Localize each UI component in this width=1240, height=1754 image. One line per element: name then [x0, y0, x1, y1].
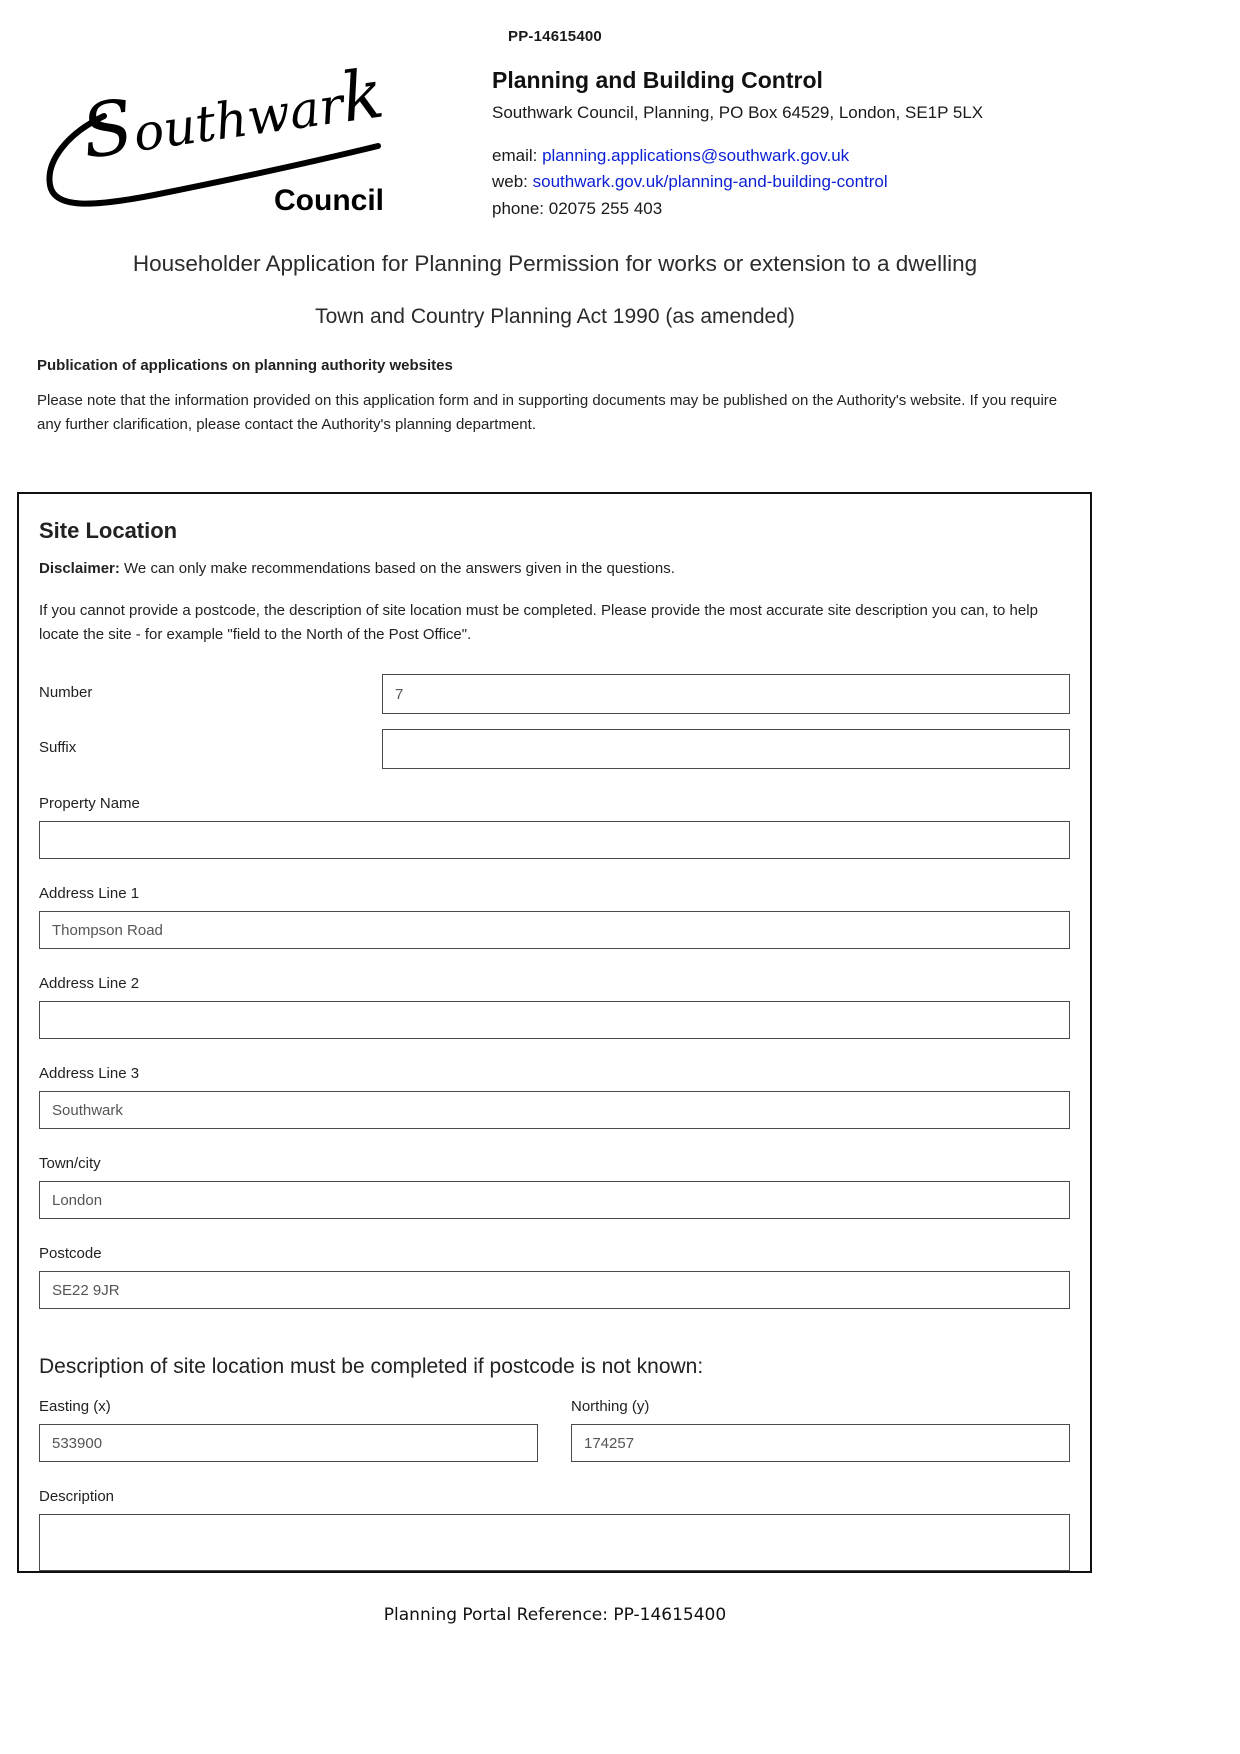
planning-portal-reference: Planning Portal Reference: PP-14615400	[383, 1605, 727, 1626]
publication-notice	[37, 357, 1059, 438]
town-city-field	[39, 1155, 1070, 1219]
number-input[interactable]	[382, 674, 1070, 714]
phone-label: phone:	[492, 198, 549, 218]
northing-field	[571, 1398, 1070, 1462]
address-line-2-field	[39, 975, 1070, 1039]
disclaimer-label: Disclaimer:	[39, 559, 120, 577]
address-line-3-label: Address Line 3	[39, 1065, 140, 1083]
address-line-1-input[interactable]	[39, 911, 1070, 949]
southwark-logo-icon	[42, 54, 397, 226]
postcode-instructions: If you cannot provide a postcode, the description of site location must be completed. Please provide the most accurate site description you can, to help locate the site - for example "field to the North of the Post Office".	[39, 601, 1038, 644]
coordinates-row	[39, 1398, 1070, 1462]
suffix-input[interactable]	[382, 729, 1070, 769]
number-row	[39, 674, 1070, 714]
description-input[interactable]	[39, 1514, 1070, 1571]
address-line-1-label: Address Line 1	[39, 885, 140, 903]
publication-heading: Publication of applications on planning authority websites	[37, 357, 453, 374]
form-subtitle: Town and Country Planning Act 1990 (as amended)	[315, 305, 795, 328]
address-line-3-field	[39, 1065, 1070, 1129]
property-name-label: Property Name	[39, 795, 140, 813]
email-label: email:	[492, 146, 543, 165]
northing-label: Northing (y)	[571, 1398, 650, 1416]
web-link[interactable]: southwark.gov.uk/planning-and-building-control	[532, 172, 888, 192]
phone-number: 02075 255 403	[548, 198, 663, 218]
suffix-row	[39, 729, 1070, 769]
postcode-field	[39, 1245, 1070, 1309]
svg-text:Council: Council	[274, 184, 384, 217]
svg-text:Southwark: Southwark	[76, 54, 389, 176]
property-name-input[interactable]	[39, 821, 1070, 859]
site-location-heading: Site Location	[39, 517, 178, 543]
number-label: Number	[39, 684, 93, 702]
web-line	[492, 169, 1110, 195]
northing-input[interactable]	[571, 1424, 1070, 1462]
department-title: Planning and Building Control	[492, 67, 823, 93]
web-label: web:	[492, 172, 533, 192]
town-city-input[interactable]	[39, 1181, 1070, 1219]
email-link[interactable]: planning.applications@southwark.gov.uk	[542, 146, 850, 165]
easting-input[interactable]	[39, 1424, 538, 1462]
easting-field	[39, 1398, 538, 1462]
postcode-input[interactable]	[39, 1271, 1070, 1309]
form-title: Householder Application for Planning Permission for works or extension to a dwelling	[132, 251, 978, 276]
address-line-2-input[interactable]	[39, 1001, 1070, 1039]
email-line	[492, 143, 1110, 169]
town-city-label: Town/city	[39, 1155, 101, 1173]
publication-text: Please note that the information provided on this application form and in supporting documents may be published on the Authority's website. If you require any further clarification, please contact the Authority's planning department.	[37, 392, 1058, 434]
postcode-label: Postcode	[39, 1245, 102, 1263]
site-location-section	[17, 492, 1092, 1574]
southwark-council-logo	[42, 54, 397, 226]
disclaimer	[39, 560, 1070, 577]
application-reference: PP-14615400	[508, 28, 602, 45]
address-line-1-field	[39, 885, 1070, 949]
council-address: Southwark Council, Planning, PO Box 64529, London, SE1P 5LX	[492, 103, 984, 122]
address-line-2-label: Address Line 2	[39, 975, 140, 993]
easting-label: Easting (x)	[39, 1398, 111, 1416]
disclaimer-text: We can only make recommendations based on the answers given in the questions.	[119, 559, 675, 577]
form-header	[0, 26, 1110, 231]
phone-line	[492, 196, 1110, 222]
description-label: Description	[39, 1488, 115, 1506]
contact-details	[492, 143, 1110, 222]
property-name-field	[39, 795, 1070, 859]
header-contact-block	[492, 26, 1110, 222]
description-section-heading: Description of site location must be completed if postcode is not known:	[39, 1355, 704, 1379]
address-line-3-input[interactable]	[39, 1091, 1070, 1129]
description-field	[39, 1488, 1070, 1571]
suffix-label: Suffix	[39, 739, 77, 757]
